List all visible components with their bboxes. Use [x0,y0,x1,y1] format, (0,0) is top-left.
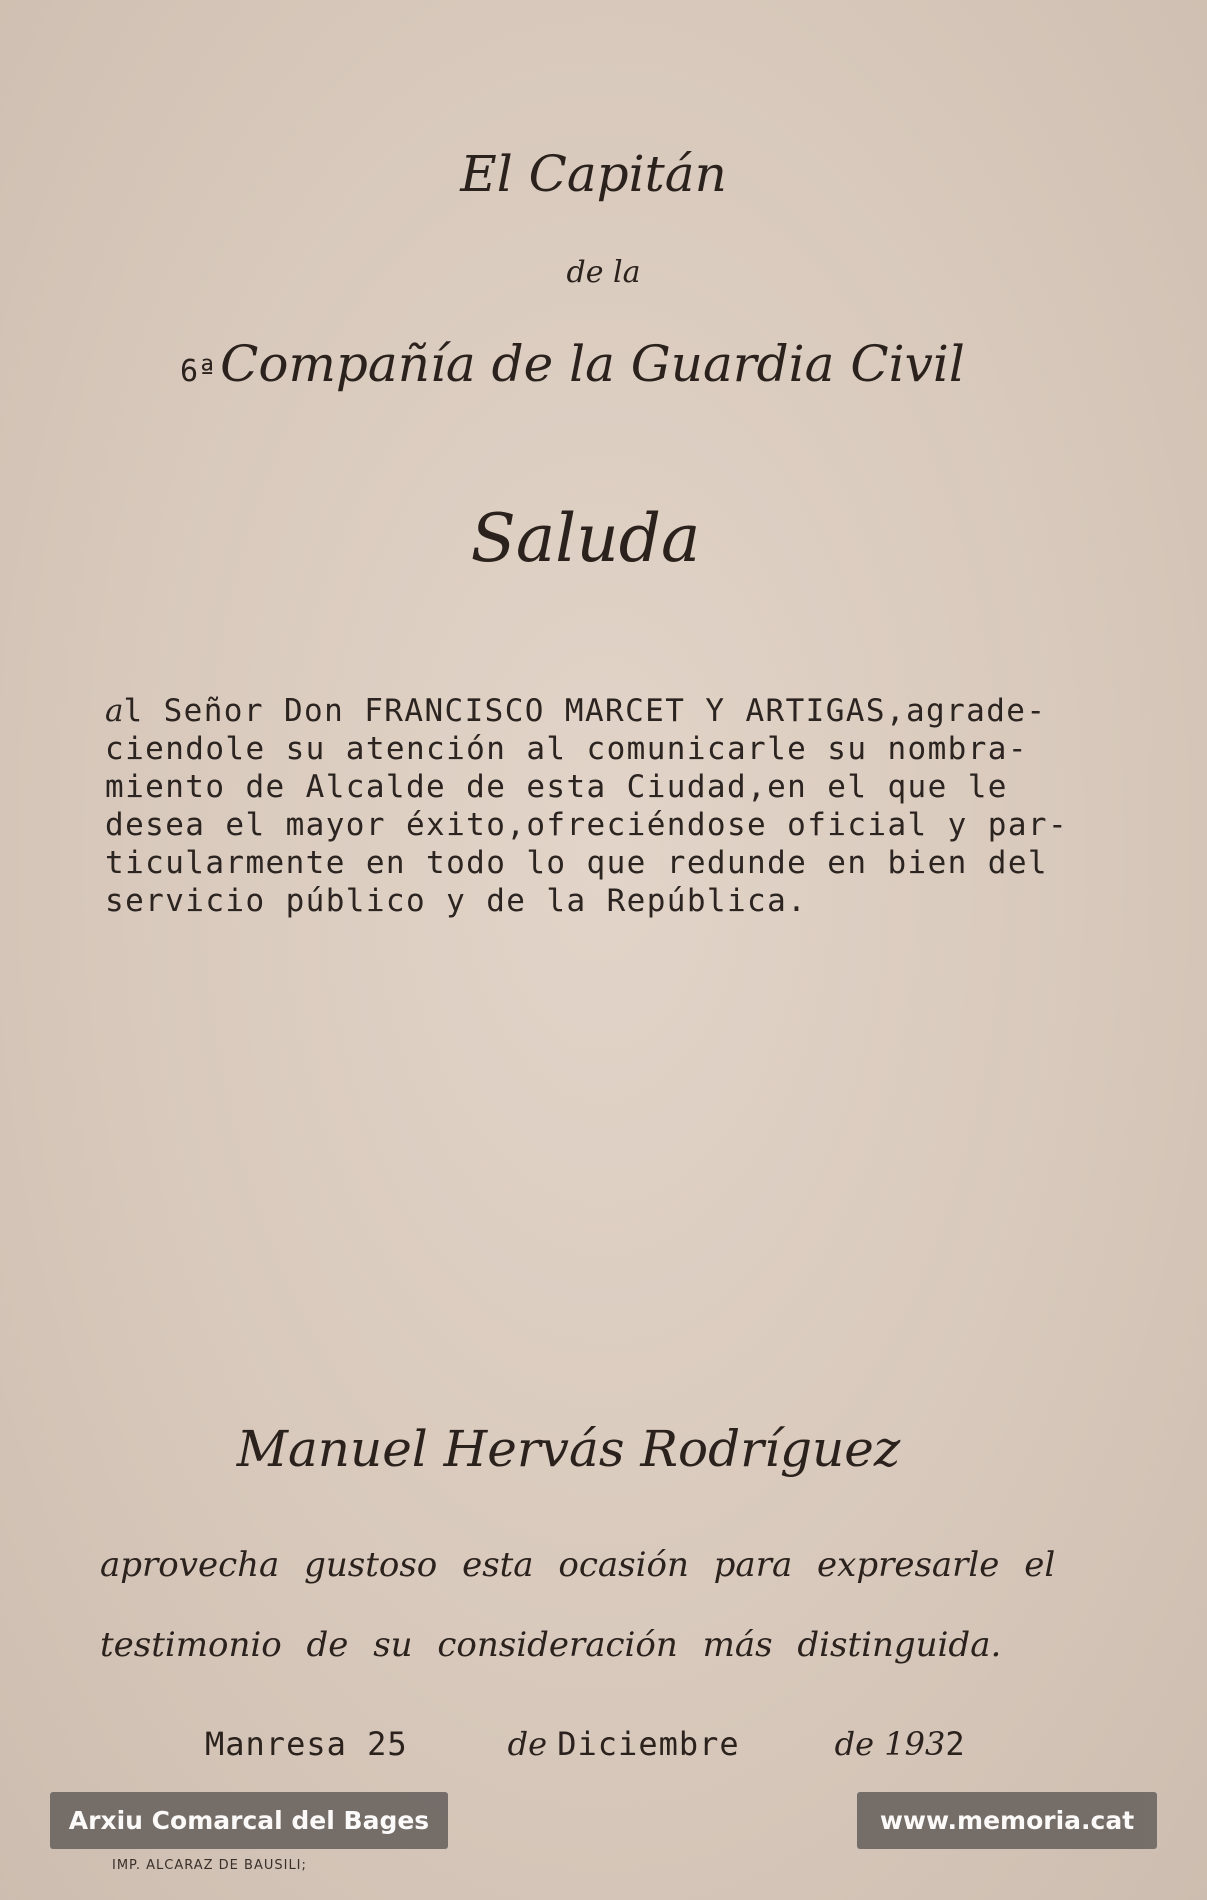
company-name: Compañía de la Guardia Civil [220,335,965,393]
body-line: miento de Alcalde de esta Ciudad,en el que le [105,769,1008,805]
date-month: Diciembre [557,1725,740,1763]
date-line [205,1725,966,1763]
body-line: ciendole su atención al comunicarle su nombra- [105,731,1028,767]
header-company [180,335,965,393]
header-title-text: El Capitán [460,145,727,203]
body-line: desea el mayor éxito,ofreciéndose oficial y par- [105,807,1069,843]
signatory-name-text: Manuel Hervás Rodríguez [236,1420,901,1478]
body-line-text: l Señor Don FRANCISCO MARCET Y ARTIGAS,agrade- [123,693,1047,729]
printer-mark: IMP. ALCARAZ DE BAUSILI; [112,1858,307,1873]
site-watermark-badge[interactable]: www.memoria.cat [857,1792,1157,1849]
date-de-2: de [834,1725,875,1763]
company-ordinal: 6ª [180,354,217,389]
body-line [105,692,1068,730]
header-subtitle: de la [566,255,641,290]
body-paragraph [105,692,1068,920]
date-de-1: de [507,1725,548,1763]
document-title-text: Saluda [470,500,701,577]
closing-line: testimonio de su consideración más distinguida. [100,1625,1002,1665]
closing-line: aprovecha gustoso esta ocasión para expresarle el [100,1545,1056,1585]
date-place-day: Manresa 25 [205,1725,408,1763]
document-title [0,500,1207,577]
body-line: servicio público y de la República. [105,883,808,919]
body-first-letter: a [105,693,124,729]
date-year-suffix: 2 [945,1725,966,1763]
archive-watermark-badge: Arxiu Comarcal del Bages [50,1792,448,1849]
signatory-name [0,1420,1207,1478]
body-line: ticularmente en todo lo que redunde en bien del [105,845,1048,881]
date-year-prefix: 193 [884,1725,946,1763]
header-title [0,145,1207,203]
